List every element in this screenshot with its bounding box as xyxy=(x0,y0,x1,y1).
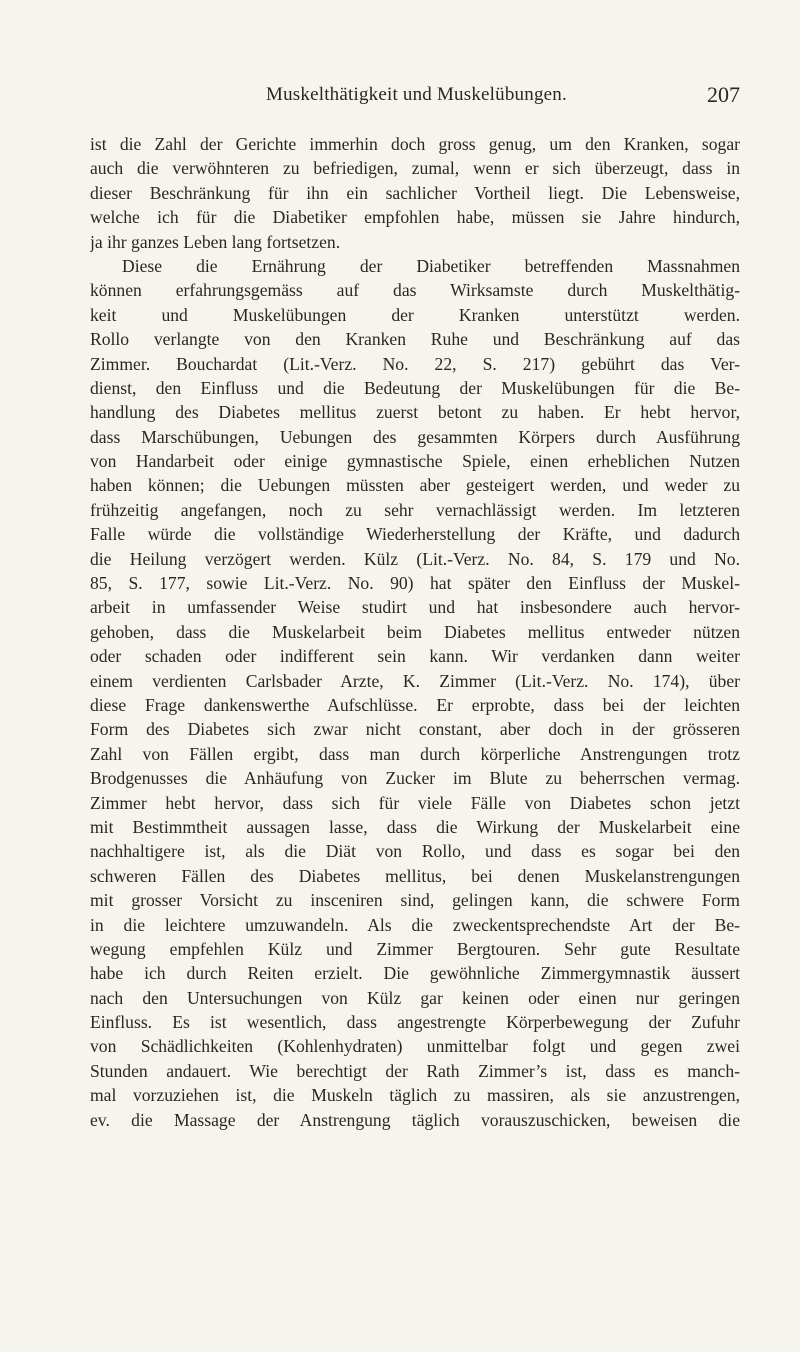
text-line: wegung empfehlen Külz und Zimmer Bergtouren. Sehr gute Resultate xyxy=(90,938,740,959)
text-line: Zahl von Fällen ergibt, dass man durch körperliche Anstrengungen trotz xyxy=(90,743,740,764)
page-header xyxy=(90,84,740,118)
text-line: Zimmer. Bouchardat (Lit.-Verz. No. 22, S. 217) gebührt das Ver- xyxy=(90,353,740,374)
text-line: von Handarbeit oder einige gymnastische Spiele, einen erheblichen Nutzen xyxy=(90,451,740,472)
text-line: arbeit in umfassender Weise studirt und hat insbesondere auch hervor- xyxy=(90,597,740,618)
text-line: Form des Diabetes sich zwar nicht constant, aber doch in der grösseren xyxy=(90,719,740,740)
text-line: Zimmer hebt hervor, dass sich für viele Fälle von Diabetes schon jetzt xyxy=(90,792,740,813)
text-line: habe ich durch Reiten erzielt. Die gewöhnliche Zimmergymnastik äussert xyxy=(90,963,740,984)
page-number: 207 xyxy=(707,82,740,107)
text-line: mit grosser Vorsicht zu insceniren sind, gelingen kann, die schwere Form xyxy=(90,890,740,911)
text-line: können erfahrungsgemäss auf das Wirksamste durch Muskelthätig- xyxy=(90,280,740,301)
text-line: welche ich für die Diabetiker empfohlen habe, müssen sie Jahre hindurch, xyxy=(90,207,740,228)
text-line: ja ihr ganzes Leben lang fortsetzen. xyxy=(90,231,341,252)
text-line: in die leichtere umzuwandeln. Als die zweckentsprechendste Art der Be- xyxy=(90,914,740,935)
text-line: Stunden andauert. Wie berechtigt der Rath Zimmer’s ist, dass es manch- xyxy=(90,1060,740,1081)
text-line: Rollo verlangte von den Kranken Ruhe und Beschränkung auf das xyxy=(90,329,740,350)
text-line: Brodgenusses die Anhäufung von Zucker im Blute zu beherrschen vermag. xyxy=(90,768,740,789)
text-line: diese Frage dankenswerthe Aufschlüsse. Er erprobte, dass bei der leichten xyxy=(90,694,740,715)
text-line: mal vorzuziehen ist, die Muskeln täglich zu massiren, als sie anzustrengen, xyxy=(90,1085,740,1106)
body-text xyxy=(90,132,740,1132)
text-line: schweren Fällen des Diabetes mellitus, bei denen Muskelanstrengungen xyxy=(90,865,740,886)
text-line: ist die Zahl der Gerichte immerhin doch gross genug, um den Kranken, sogar xyxy=(90,134,740,154)
text-line: oder schaden oder indifferent sein kann. Wir verdanken dann weiter xyxy=(90,646,740,667)
text-line: mit Bestimmtheit aussagen lasse, dass die Wirkung der Muskelarbeit eine xyxy=(90,816,740,837)
text-line: auch die verwöhnteren zu befriedigen, zumal, wenn er sich überzeugt, dass in xyxy=(90,158,740,179)
text-line: dieser Beschränkung für ihn ein sachlicher Vortheil liegt. Die Lebensweise, xyxy=(90,182,740,203)
running-title: Muskelthätigkeit und Muskelübungen. xyxy=(266,84,567,105)
text-line: handlung des Diabetes mellitus zuerst betont zu haben. Er hebt hervor, xyxy=(90,402,740,423)
text-line: von Schädlichkeiten (Kohlenhydraten) unmittelbar folgt und gegen zwei xyxy=(90,1036,740,1057)
text-line: Einfluss. Es ist wesentlich, dass angestrengte Körperbewegung der Zufuhr xyxy=(90,1012,740,1033)
text-line: ev. die Massage der Anstrengung täglich vorauszuschicken, beweisen die xyxy=(90,1109,740,1130)
text-line: Diese die Ernährung der Diabetiker betreffenden Massnahmen xyxy=(122,255,740,276)
text-line: Falle würde die vollständige Wiederherstellung der Kräfte, und dadurch xyxy=(90,524,740,545)
text-line: einem verdienten Carlsbader Arzte, K. Zimmer (Lit.-Verz. No. 174), über xyxy=(90,670,740,691)
text-line: haben können; die Uebungen müssten aber gesteigert werden, und weder zu xyxy=(90,475,740,496)
text-line: nachhaltigere ist, als die Diät von Rollo, und dass es sogar bei den xyxy=(90,841,740,862)
text-line: gehoben, dass die Muskelarbeit beim Diabetes mellitus entweder nützen xyxy=(90,621,740,642)
text-line: frühzeitig angefangen, noch zu sehr vernachlässigt werden. Im letzteren xyxy=(90,499,740,520)
text-line: 85, S. 177, sowie Lit.-Verz. No. 90) hat später den Einfluss der Muskel- xyxy=(90,573,740,594)
text-line: dienst, den Einfluss und die Bedeutung der Muskelübungen für die Be- xyxy=(90,377,740,398)
text-line: keit und Muskelübungen der Kranken unterstützt werden. xyxy=(90,304,740,325)
text-line: dass Marschübungen, Uebungen des gesammten Körpers durch Ausführung xyxy=(90,426,740,447)
text-line: nach den Untersuchungen von Külz gar keinen oder einen nur geringen xyxy=(90,987,740,1008)
text-line: die Heilung verzögert werden. Külz (Lit.-Verz. No. 84, S. 179 und No. xyxy=(90,548,740,569)
